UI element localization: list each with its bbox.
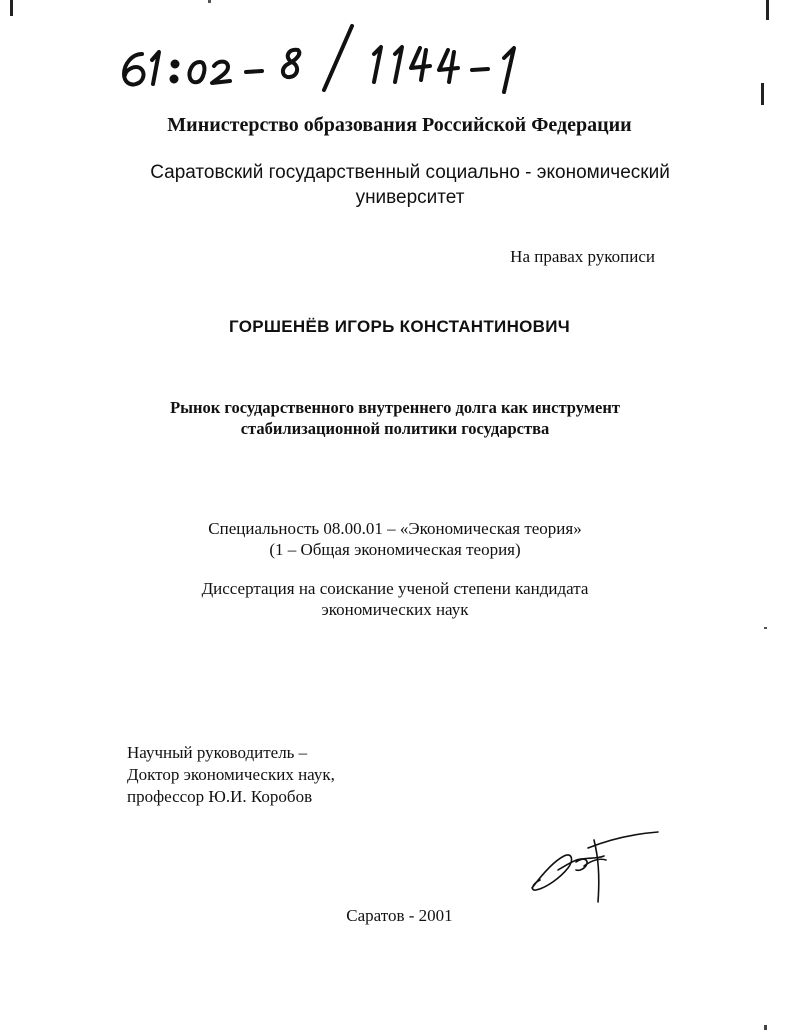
title-line: Рынок государственного внутреннего долга как инструмент	[170, 398, 620, 417]
supervisor-line: профессор Ю.И. Коробов	[127, 787, 313, 806]
dissertation-title	[100, 397, 690, 439]
author-name: ГОРШЕНЁВ ИГОРЬ КОНСТАНТИНОВИЧ	[228, 317, 571, 336]
scan-speck	[764, 627, 767, 629]
degree-line: экономических наук	[321, 600, 469, 619]
specialty-line: (1 – Общая экономическая теория)	[269, 540, 521, 559]
degree-line: Диссертация на соискание ученой степени кандидата	[201, 579, 589, 598]
supervisor-block	[127, 742, 487, 808]
city-year: Саратов - 2001	[346, 906, 453, 925]
specialty-line: Специальность 08.00.01 – «Экономическая теория»	[208, 519, 582, 538]
scan-edge-mark	[10, 0, 13, 16]
supervisor-line: Доктор экономических наук,	[127, 765, 335, 784]
ministry-heading: Министерство образования Российской Федерации	[167, 114, 632, 136]
specialty-info	[100, 518, 690, 560]
scan-speck	[208, 0, 211, 3]
title-line: стабилизационной политики государства	[240, 419, 550, 438]
rights-note: На правах рукописи	[510, 247, 655, 266]
handwritten-catalog-number	[112, 20, 542, 95]
supervisor-line: Научный руководитель –	[127, 743, 308, 762]
university-name	[110, 160, 710, 210]
scan-edge-mark	[766, 0, 769, 20]
scan-speck	[764, 1025, 767, 1030]
university-name-line: Саратовский государственный социально - экономический	[150, 162, 670, 183]
signature	[528, 826, 663, 904]
scan-edge-mark	[761, 83, 764, 105]
degree-info	[100, 578, 690, 620]
university-name-line: университет	[355, 187, 465, 208]
